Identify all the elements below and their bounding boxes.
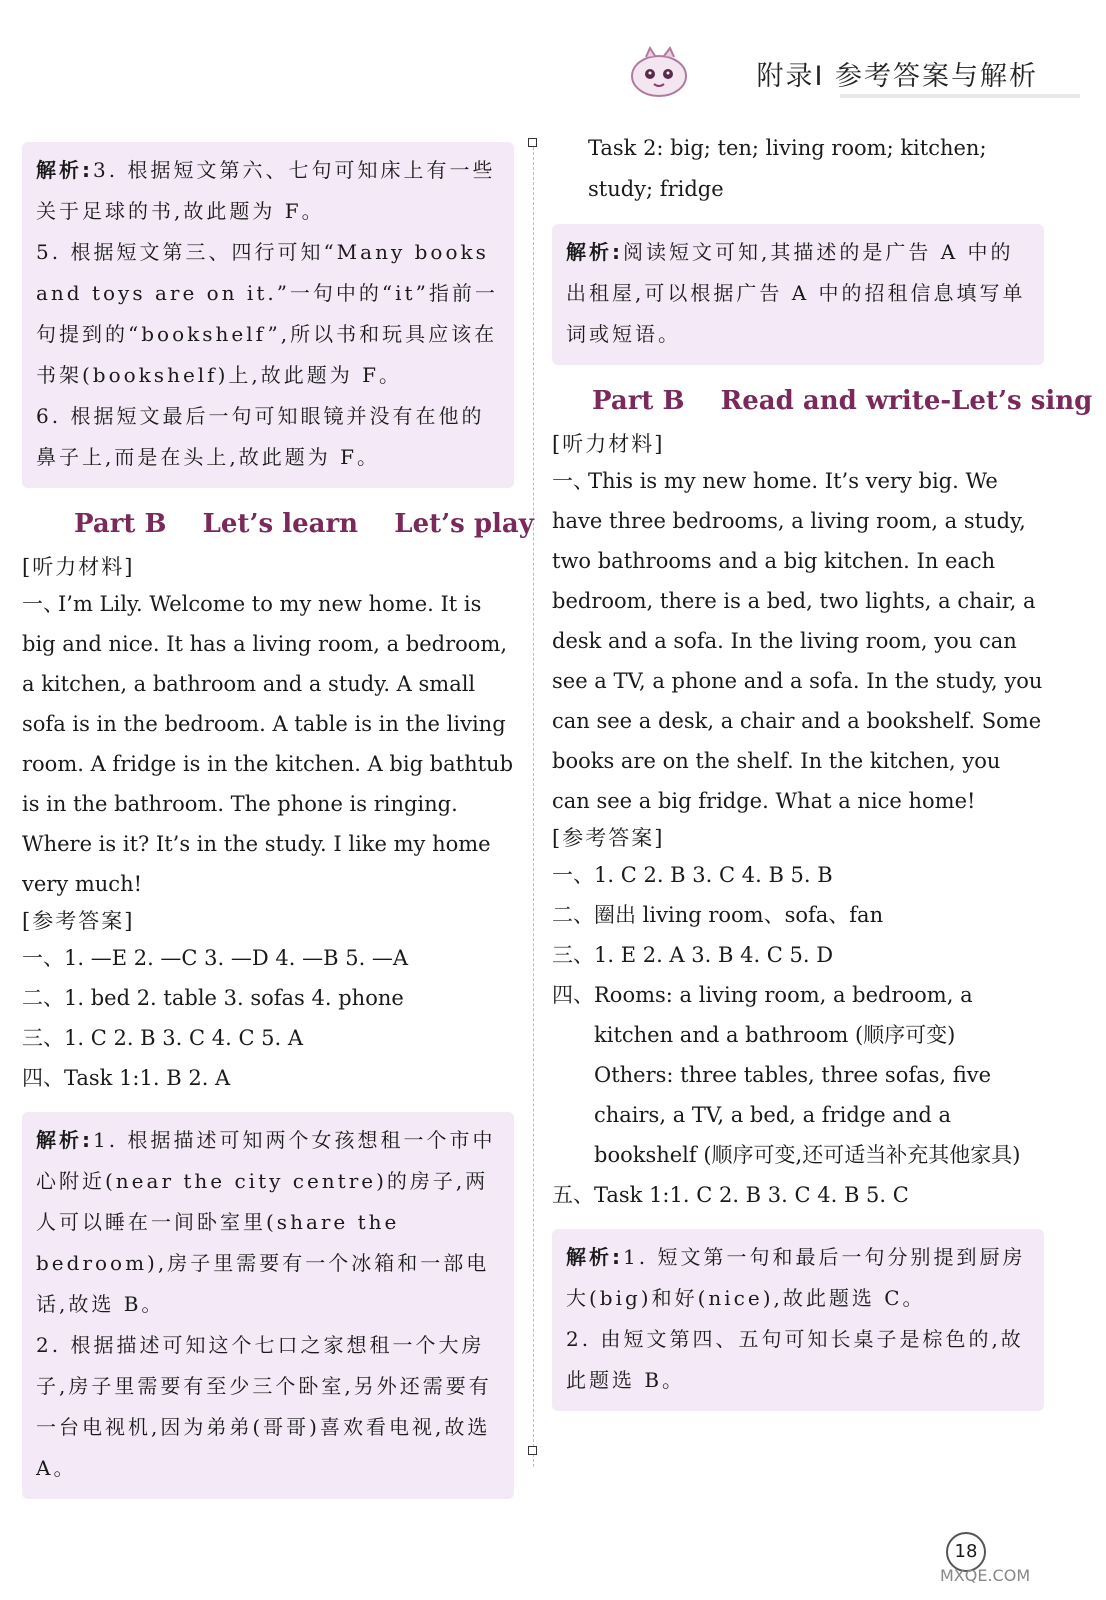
explanation-line [36, 396, 500, 478]
page-number: 18 [946, 1532, 986, 1572]
explanation-text: 6. 根据短文最后一句可知眼镜并没有在他的鼻子上,而是在头上,故此题为 F。 [36, 404, 485, 469]
answer-line: 一、1. —E 2. —C 3. —D 4. —B 5. —A [22, 946, 409, 970]
explanation-key: 解析: [566, 1245, 623, 1269]
right-column [552, 128, 1093, 1421]
explanation-key: 解析: [566, 240, 623, 264]
answer-line: 三、1. E 2. A 3. B 4. C 5. D [552, 943, 834, 967]
explanation-key: 解析: [36, 158, 93, 182]
explanation-text: 1. 短文第一句和最后一句分别提到厨房大(big)和好(nice),故此题选 C。 [566, 1245, 1026, 1310]
explanation-text: 2. 由短文第四、五句可知长桌子是棕色的,故此题选 B。 [566, 1327, 1024, 1392]
listening-text [552, 461, 1044, 821]
explanation-box-1 [22, 142, 514, 488]
column-divider [533, 142, 534, 1467]
page-header [0, 0, 1106, 100]
section-title: Part B Let’s learn Let’s play [74, 509, 534, 539]
answers-tag: [参考答案] [22, 909, 135, 933]
explanation-box-2 [22, 1112, 514, 1499]
answer-line: 二、1. bed 2. table 3. sofas 4. phone [22, 986, 404, 1010]
explanation-line [566, 1319, 1030, 1401]
answer-number: 四、 [552, 983, 594, 1007]
explanation-key: 解析: [36, 1128, 93, 1152]
listening-number: 一、 [552, 469, 594, 493]
explanation-text: 1. 根据描述可知两个女孩想租一个市中心附近(near the city centre)的房子,两人可以睡在一间卧室里(share the bedroom),房子里需要有一个冰箱和一部电话,故选 B。 [36, 1128, 496, 1316]
divider-top-marker [528, 138, 537, 147]
explanation-text: 5. 根据短文第三、四行可知“Many books and toys are on it.”一句中的“it”指前一句提到的“bookshelf”,所以书和玩具应该在书架(bookshelf)上,故此题为 F。 [36, 240, 498, 387]
section-title: Part B Read and write-Let’s sing [592, 386, 1093, 416]
listening-body: This is my new home. It’s very big. We have three bedrooms, a living room, a study, two bathrooms and a big kitchen. In each bedroom, there is a bed, two lights, a chair, a desk and a sofa. In the living room, you can see a TV, a phone and a sofa. In the study, you can see a desk, a chair and a bookshelf. Some books are on the shelf. In the kitchen, you can see a big fridge. What a nice home! [552, 469, 1043, 813]
header-rule [840, 94, 1080, 98]
listening-tag: [听力材料] [22, 555, 135, 579]
mascot-icon [628, 44, 690, 100]
explanation-line [36, 1325, 500, 1489]
explanation-line [36, 1120, 500, 1325]
answer-line: 五、Task 1:1. C 2. B 3. C 4. B 5. C [552, 1183, 909, 1207]
watermark: MXQE.COM [940, 1566, 1031, 1585]
explanation-text: 阅读短文可知,其描述的是广告 A 中的出租屋,可以根据广告 A 中的招租信息填写单词或短语。 [566, 240, 1026, 346]
explanation-box-4 [552, 1229, 1044, 1411]
explanation-line [566, 1237, 1030, 1319]
answer-line-4 [552, 975, 1044, 1175]
listening-tag: [听力材料] [552, 432, 665, 456]
page-header-title: 附录Ⅰ 参考答案与解析 [756, 61, 1038, 92]
listening-number: 一、 [22, 592, 64, 616]
answer-others: Others: three tables, three sofas, five chairs, a TV, a bed, a fridge and a bookshelf (顺序可变,还可适当补充其他家具) [594, 1063, 1021, 1167]
explanation-text: 2. 根据描述可知这个七口之家想租一个大房子,房子里需要有至少三个卧室,另外还需要有一台电视机,因为弟弟(哥哥)喜欢看电视,故选 A。 [36, 1333, 492, 1480]
listening-text [22, 584, 514, 904]
answers-tag: [参考答案] [552, 826, 665, 850]
listening-body: I’m Lily. Welcome to my new home. It is big and nice. It has a living room, a bedroom, a kitchen, a bathroom and a study. A small sofa is in the bedroom. A table is in the living room. A fridge is in the kitchen. A big bathtub is in the bathroom. The phone is ringing. Where is it? It’s in the study. I like my home very much! [22, 592, 514, 896]
explanation-line [36, 232, 500, 396]
explanation-line [36, 150, 500, 232]
answer-line: 三、1. C 2. B 3. C 4. C 5. A [22, 1026, 304, 1050]
left-column [22, 128, 534, 1509]
answer-line: 二、圈出 living room、sofa、fan [552, 903, 884, 927]
explanation-box-3 [552, 224, 1044, 365]
explanation-text: 3. 根据短文第六、七句可知床上有一些关于足球的书,故此题为 F。 [36, 158, 496, 223]
answer-line: 四、Task 1:1. B 2. A [22, 1066, 231, 1090]
explanation-line [566, 232, 1030, 355]
divider-bottom-marker [528, 1446, 537, 1455]
answer-rooms: Rooms: a living room, a bedroom, a kitchen and a bathroom (顺序可变) [594, 983, 973, 1047]
task2-answer: Task 2: big; ten; living room; kitchen; study; fridge [588, 136, 987, 201]
answer-line: 一、1. C 2. B 3. C 4. B 5. B [552, 863, 833, 887]
